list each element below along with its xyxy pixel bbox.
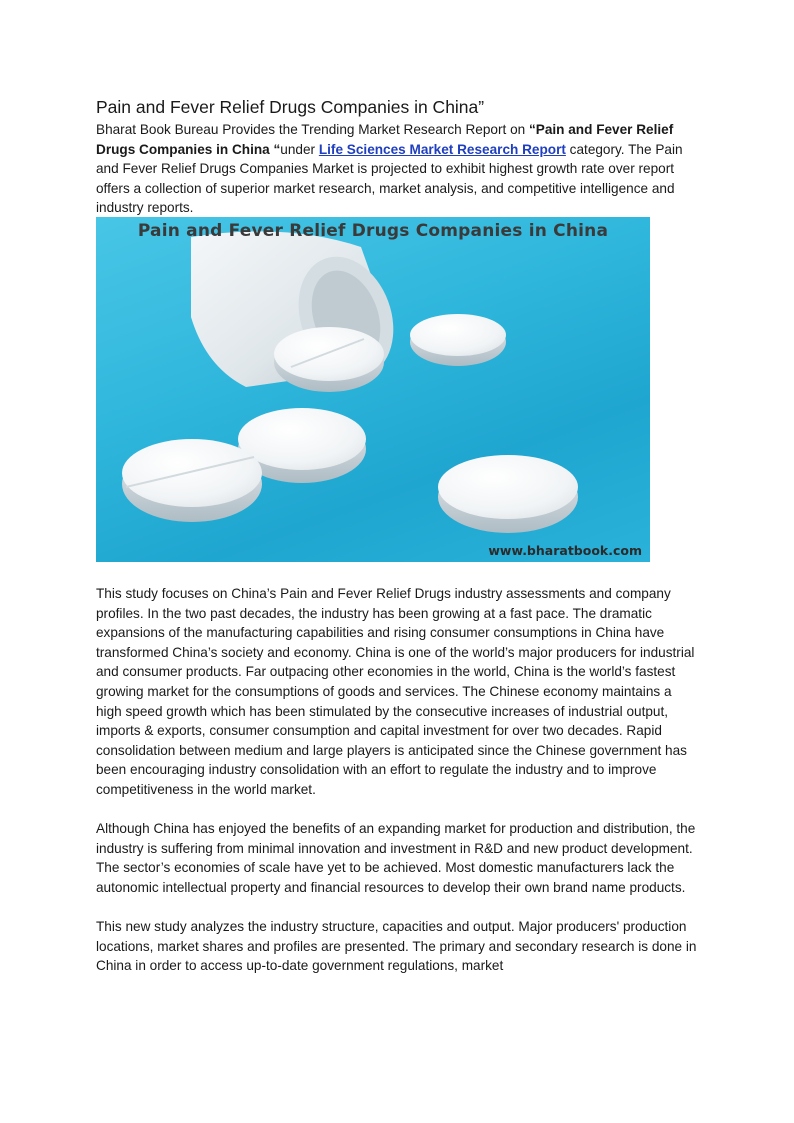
image-title-text: Pain and Fever Relief Drugs Companies in China — [137, 221, 609, 241]
report-cover-image — [96, 217, 650, 562]
intro-paragraph — [96, 120, 696, 218]
article-body — [96, 584, 700, 995]
image-watermark: www.bharatbook.com — [488, 543, 642, 558]
category-link[interactable]: Life Sciences Market Research Report — [318, 141, 566, 157]
pill-4-icon — [122, 439, 262, 522]
body-paragraph-3: This new study analyzes the industry structure, capacities and output. Major producers' production locations, market shares and profiles are presented. The primary and secondary research is done in China in order to access up-to-date government regulations, market — [96, 919, 697, 974]
pill-2-icon — [410, 314, 506, 366]
intro-report-title: “Pain and Fever Relief Drugs Companies in China “ — [96, 122, 674, 157]
body-paragraph-2: Although China has enjoyed the benefits of an expanding market for production and distribution, the industry is suffering from minimal innovation and investment in R&D and new product development. The sector’s economies of scale have yet to be achieved. Most domestic manufacturers lack the autonomic intellectual property and financial resources to develop their own brand name products. — [96, 821, 696, 895]
body-paragraph-1: This study focuses on China’s Pain and Fever Relief Drugs industry assessments and company profiles. In the two past decades, the industry has been growing at a fast pace. The dramatic expansions of the manufacturing capabilities and rising consumer consumptions in China have transformed China’s society and economy. China is one of the world’s major producers for industrial and consumer products. Far outpacing other economies in the world, China is the world’s fastest growing market for the consumptions of goods and services. The Chinese economy maintains a high speed growth which has been stimulated by the consecutive increases of industrial output, imports & exports, consumer consumption and capital investment for over two decades. Rapid consolidation between medium and large players is anticipated since the Chinese government has been encouraging industry consolidation with an effort to regulate the industry and to improve competitiveness in the world market. — [96, 586, 695, 797]
pill-1-icon — [274, 327, 384, 392]
pill-5-icon — [438, 455, 578, 533]
intro-rest: category. The Pain and Fever Relief Drugs Companies Market is projected to exhibit highest growth rate over report offers a collection of superior market research, market analysis, and competitive intelligence and industry reports. — [96, 141, 683, 216]
document-title: Pain and Fever Relief Drugs Companies in China” — [96, 97, 485, 117]
intro-under: under — [280, 141, 319, 157]
pills-illustration — [96, 217, 650, 562]
intro-lead: Bharat Book Bureau Provides the Trending Market Research Report on — [96, 122, 529, 137]
